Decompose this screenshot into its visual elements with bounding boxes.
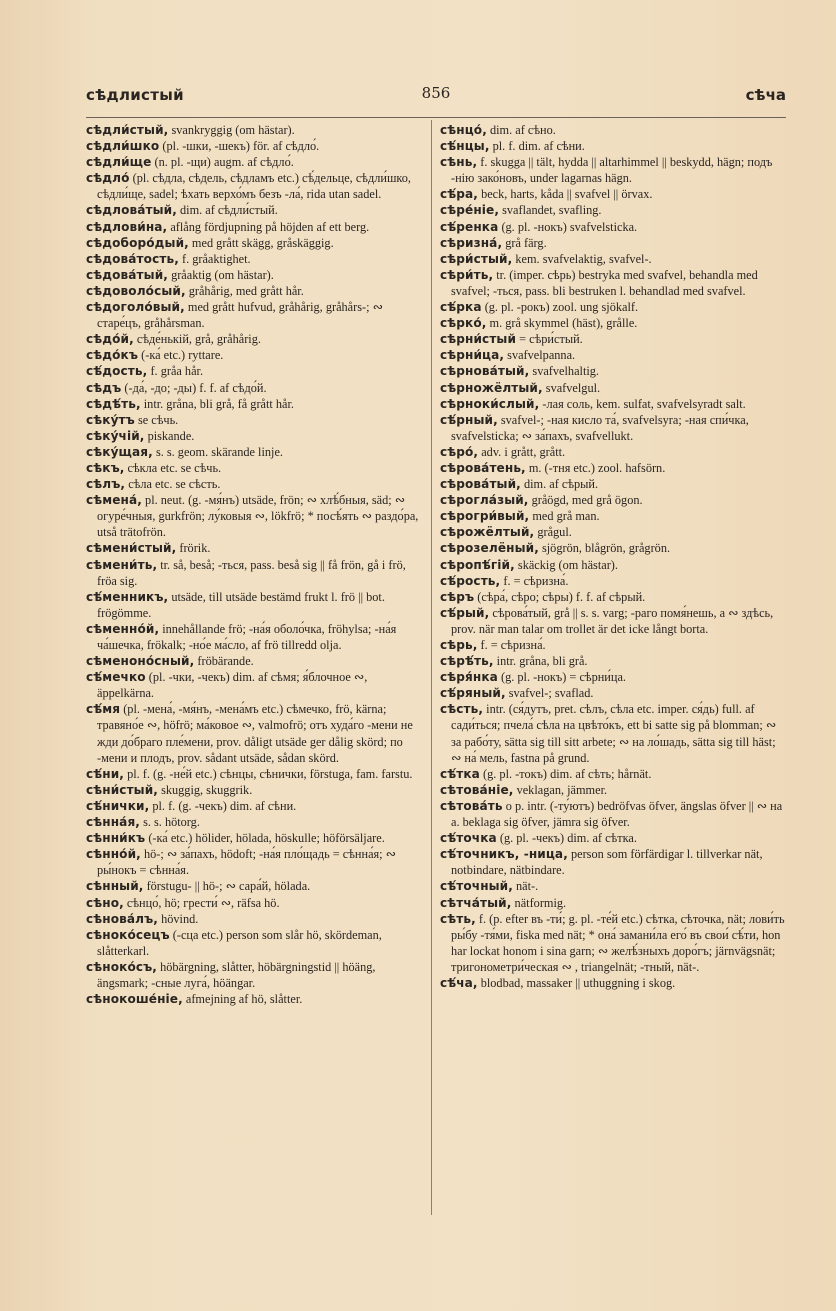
entry-definition: о p. intr. (-ту́ютъ) bedröfvas öfver, ängslas öfver || ∾ на a. beklaga sig öfver, jämra sig öfver. [451, 798, 783, 830]
entry-headword: сѣдли́ще [86, 155, 152, 170]
dictionary-entry [440, 186, 786, 202]
page-number: 856 [421, 84, 451, 102]
entry-definition: f. skugga || tält, hydda || altarhimmel || beskydd, hägn; подъ -нію зако́новъ, under lagarnas hägn. [451, 155, 773, 186]
dictionary-entry [86, 219, 424, 235]
dictionary-entry [440, 235, 786, 251]
dictionary-entry [86, 589, 424, 621]
entry-definition: svankryggig (om hästar). [171, 123, 295, 137]
dictionary-entry [86, 830, 424, 846]
entry-headword: сѣ́точка [440, 831, 497, 846]
entry-definition: nätformig. [514, 895, 567, 910]
dictionary-entry [440, 766, 786, 782]
entry-headword: сѣръ [440, 589, 475, 604]
dictionary-entry [440, 299, 786, 315]
entry-headword: сѣ́тка [440, 766, 480, 781]
entry-definition: svafvelgul. [545, 380, 601, 395]
dictionary-entry [440, 911, 786, 975]
entry-headword: сѣ́точный, [440, 879, 513, 894]
entry-definition: kem. svafvelaktig, svafvel-. [515, 251, 652, 266]
entry-definition: (g. pl. -чекъ) dim. af сѣтка. [499, 831, 637, 846]
dictionary-entry [440, 347, 786, 363]
entry-definition: (g. pl. -рокъ) zool. ung sjökalf. [484, 300, 639, 315]
entry-definition: сѣде́нькій, grå, gråhårig. [136, 332, 261, 347]
entry-headword: сѣрни́стый [440, 332, 517, 347]
entry-headword: сѣрнова́тый, [440, 364, 530, 379]
entry-headword: сѣсть, [440, 702, 484, 717]
entry-headword: сѣноко́съ, [86, 959, 157, 974]
entry-headword: сѣрогри́вый, [440, 509, 530, 524]
entry-headword: сѣрноки́слый, [440, 396, 540, 411]
entry-headword: сѣрова́тый, [440, 477, 521, 492]
entry-definition: s. s. hötorg. [143, 815, 200, 830]
entry-headword: сѣ́менникъ, [86, 589, 169, 604]
entry-definition: сѣла etc. se сѣсть. [128, 477, 221, 492]
entry-headword: сѣропѣ́гій, [440, 557, 515, 572]
entry-headword: сѣнна́я, [86, 815, 140, 830]
dictionary-entry [86, 701, 424, 765]
dictionary-entry [440, 380, 786, 396]
entry-definition: (-ка́ etc.) hölider, hölada, höskulle; höförsäljare. [148, 831, 385, 846]
entry-headword: сѣря́нка [440, 670, 498, 685]
entry-definition: (g. pl. -нокъ) = сѣрни́ца. [501, 670, 626, 685]
entry-definition: (pl. -шки, -шекъ) för. af сѣдло́. [162, 139, 320, 154]
entry-definition: hövind. [161, 911, 199, 926]
dictionary-entry [440, 782, 786, 798]
entry-definition: f. gråaktighet. [181, 251, 251, 266]
entry-definition: afmejning af hö, slåtter. [185, 992, 303, 1007]
dictionary-entry [86, 782, 424, 798]
dictionary-entry [86, 251, 424, 267]
entry-headword: сѣмена́, [86, 493, 142, 508]
dictionary-entry [440, 557, 786, 573]
entry-headword: сѣнова́лъ, [86, 911, 158, 926]
dictionary-entry [86, 347, 424, 363]
entry-headword: сѣнокоше́ніе, [86, 992, 183, 1007]
dictionary-entry [86, 895, 424, 911]
dictionary-entry [440, 895, 786, 911]
dictionary-entry [86, 412, 424, 428]
entry-headword: сѣ́ра, [440, 187, 478, 202]
entry-headword: сѣнцо́, [440, 123, 487, 137]
entry-definition: f. = сѣризна́. [503, 573, 569, 588]
entry-definition: svafvel-; -ная кисло та́, svafvelsyra; -ная спи́чка, svafvelsticka; ∾ за́пахъ, svafvellukt. [451, 412, 749, 443]
dictionary-entry [440, 878, 786, 894]
entry-headword: сѣмени́ть, [86, 557, 158, 572]
entry-definition: svaflandet, svafling. [502, 203, 602, 218]
entry-definition: = сѣри́стый. [519, 332, 583, 347]
dictionary-entry [86, 669, 424, 701]
dictionary-entry [440, 669, 786, 685]
entry-definition: adv. i grått, grått. [481, 444, 566, 459]
dictionary-entry [440, 492, 786, 508]
entry-definition: grå färg. [505, 235, 547, 250]
entry-definition: med grått hufvud, gråhårig, gråhårs-; ∾ старе́цъ, gråhårsman. [97, 300, 383, 331]
entry-headword: сѣри́стый, [440, 251, 513, 266]
entry-headword: сѣноко́сецъ [86, 927, 170, 942]
dictionary-entry [86, 991, 424, 1007]
entry-headword: сѣ́рый, [440, 605, 490, 620]
dictionary-entry [440, 138, 786, 154]
dictionary-entry [86, 540, 424, 556]
dictionary-entry [440, 363, 786, 379]
dictionary-entry [86, 299, 424, 331]
entry-definition: piskande. [147, 428, 195, 443]
entry-headword: сѣ́мечко [86, 670, 146, 685]
entry-headword: сѣть, [440, 911, 476, 926]
dictionary-entry [440, 476, 786, 492]
dictionary-entry [86, 138, 424, 154]
entry-headword: сѣ́нцы, [440, 139, 490, 154]
entry-definition: aflång fördjupning på höjden af ett berg. [170, 219, 370, 234]
entry-headword: сѣку́щая, [86, 444, 153, 459]
dictionary-entry [440, 798, 786, 830]
entry-headword: сѣ́ни, [86, 766, 124, 781]
entry-headword: сѣ́рка [440, 300, 482, 315]
entry-definition: med grått skägg, gråskäggig. [191, 235, 334, 250]
entry-definition: (-да́, -до; -ды) f. f. af сѣдо́й. [124, 380, 267, 395]
entry-headword: сѣнный, [86, 879, 144, 894]
dictionary-entry [440, 605, 786, 637]
dictionary-entry [440, 540, 786, 556]
entry-headword: сѣрожёлтый, [440, 525, 535, 540]
dictionary-entry [440, 975, 786, 991]
dictionary-entry [440, 524, 786, 540]
entry-headword: сѣ́точникъ, -ница, [440, 847, 568, 862]
dictionary-entry [86, 911, 424, 927]
entry-definition: innehållande frö; -на́я оболо́чка, fröhylsa; -на́я ча́шечка, frökalk; -но́е ма́сло, af frö tillredd olja. [97, 621, 397, 652]
entry-headword: сѣтова́ніе, [440, 782, 514, 797]
entry-definition: (pl. -мена́, -мя́нъ, -мена́мъ etc.) сѣмечко, frö, kärna; травяно́е ∾, höfrö; ма́ковое ∾, valmofrö; отъ худа́го -мени не жди до́браго пле́мени, prov. dåligt utsäde ger dålig skörd; по -мени и плодъ, prov. sådant utsäde, sådan skörd. [97, 702, 413, 765]
entry-definition: intr. gråna, bli grå. [496, 654, 588, 669]
dictionary-entry [86, 460, 424, 476]
page-header [86, 84, 786, 112]
entry-headword: сѣнно́й, [86, 847, 141, 862]
entry-headword: сѣменоно́сный, [86, 654, 195, 669]
entry-headword: сѣ́ча, [440, 975, 478, 990]
entry-definition: sjögrön, blågrön, grågrön. [541, 541, 671, 556]
entry-headword: сѣризна́, [440, 235, 503, 250]
entry-definition: dim. af сѣрый. [523, 477, 599, 492]
entry-definition: (g. pl. -токъ) dim. af сѣть; hårnät. [483, 766, 652, 781]
dictionary-entry [86, 154, 424, 170]
entry-headword: сѣри́ть, [440, 267, 494, 282]
dictionary-entry [86, 396, 424, 412]
dictionary-entry [440, 830, 786, 846]
entry-headword: сѣ́дость, [86, 364, 148, 379]
entry-definition: gråögd, med grå ögon. [531, 493, 643, 508]
header-rule [86, 117, 786, 118]
entry-definition: m. grå skymmel (häst), grålle. [489, 316, 638, 331]
entry-headword: сѣдоголо́вый, [86, 300, 185, 315]
entry-definition: svafvelhaltig. [532, 364, 599, 379]
entry-definition: veklagan, jämmer. [516, 782, 608, 797]
entry-headword: сѣ́мя [86, 702, 121, 717]
entry-headword: сѣдо́й, [86, 332, 134, 347]
entry-headword: сѣрни́ца, [440, 348, 505, 363]
entry-definition: f. = сѣризна́. [480, 638, 546, 652]
entry-headword: сѣдо́къ [86, 348, 139, 363]
right-column [440, 122, 786, 991]
dictionary-entry [440, 846, 786, 878]
dictionary-entry [86, 380, 424, 396]
entry-definition: svafvel-; svaflad. [508, 686, 594, 701]
dictionary-entry [440, 267, 786, 299]
entry-definition: förstugu- || hö-; ∾ сара́й, hölada. [146, 879, 311, 894]
header-right-guideword: сѣча [745, 86, 786, 104]
entry-headword: сѣрножёлтый, [440, 380, 543, 395]
entry-definition: (-сца etc.) person som slår hö, skördeman, slåtterkarl. [97, 927, 382, 958]
entry-definition: med grå man. [532, 509, 600, 524]
dictionary-entry [86, 653, 424, 669]
entry-headword: сѣдли́стый, [86, 123, 169, 137]
entry-headword: сѣрогла́зый, [440, 493, 529, 508]
entry-headword: сѣнни́къ [86, 831, 146, 846]
entry-definition: nät-. [516, 879, 539, 894]
entry-definition: gråhårig, med grått hår. [188, 283, 304, 298]
entry-headword: сѣдова́тость, [86, 251, 179, 266]
dictionary-entry [440, 251, 786, 267]
entry-headword: сѣдоволо́сый, [86, 283, 186, 298]
dictionary-entry [440, 122, 786, 138]
dictionary-entry [86, 878, 424, 894]
entry-definition: (pl. -чки, -чекъ) dim. af сѣмя; я́блочное ∾, äppelkärna. [97, 670, 368, 701]
dictionary-entry [440, 202, 786, 218]
dictionary-entry [86, 557, 424, 589]
entry-definition: pl. neut. (g. -мя́нъ) utsäde, frön; ∾ хлѣ́бныя, säd; ∾ огуре́чныя, gurkfrön; лу́ковыя ∾, lökfrö; * посѣ́ять ∾ раздо́ра, utså trätofrön. [97, 493, 419, 540]
entry-definition: pl. f. (g. -чекъ) dim. af сѣни. [152, 798, 297, 813]
entry-definition: pl. f. (g. -не́й etc.) сѣнцы, сѣнички, förstuga, fam. farstu. [127, 766, 413, 781]
column-divider [431, 120, 432, 1215]
entry-headword: сѣдли́шко [86, 139, 160, 154]
dictionary-entry [86, 363, 424, 379]
entry-definition: svafvelpanna. [507, 348, 576, 363]
entry-headword: сѣкъ, [86, 460, 125, 475]
entry-definition: skuggig, skuggrik. [161, 782, 253, 797]
entry-definition: (g. pl. -нокъ) svafvelsticka. [501, 219, 638, 234]
entry-definition: tr. så, beså; -ться, pass. beså sig || få frön, gå i frö, fröa sig. [97, 557, 406, 588]
dictionary-entry [440, 315, 786, 331]
dictionary-entry [86, 846, 424, 878]
dictionary-entry [440, 154, 786, 186]
entry-headword: сѣлъ, [86, 477, 126, 492]
dictionary-entry [440, 331, 786, 347]
entry-definition: (-ка́ etc.) ryttare. [141, 348, 224, 363]
dictionary-entry [440, 637, 786, 653]
dictionary-entry [86, 476, 424, 492]
entry-headword: сѣ́нички, [86, 798, 150, 813]
dictionary-entry [86, 798, 424, 814]
entry-definition: s. s. geom. skärande linje. [155, 444, 283, 459]
entry-definition: (pl. сѣдла, сѣдель, сѣдламъ etc.) сѣ́дельце, сѣдли́шко, сѣдли́ще, sadel; ѣхать верхо́мъ безъ -ла́, rida utan sadel. [97, 171, 411, 202]
dictionary-entry [86, 202, 424, 218]
entry-definition: grågul. [537, 525, 572, 540]
entry-headword: сѣменно́й, [86, 621, 160, 636]
dictionary-entry [86, 267, 424, 283]
entry-definition: pl. f. dim. af сѣни. [492, 139, 585, 154]
entry-headword: сѣнь, [440, 155, 478, 170]
entry-definition: hö-; ∾ за́пахъ, hödoft; -на́я пло́щадь = сѣнна́я; ∾ ры́нокъ = сѣнна́я. [97, 847, 396, 878]
entry-definition: dim. af сѣно. [489, 123, 556, 137]
entry-definition: intr. gråna, bli grå, få grått hår. [143, 396, 295, 411]
entry-definition: (сѣра́, сѣро; сѣры) f. f. af сѣрый. [477, 589, 646, 604]
entry-headword: сѣдлова́тый, [86, 203, 177, 218]
dictionary-entry [86, 170, 424, 202]
dictionary-entry [86, 814, 424, 830]
dictionary-entry [440, 412, 786, 444]
dictionary-entry [440, 701, 786, 765]
entry-definition: сѣнцо́, hö; грести́ ∾, räfsa hö. [126, 895, 280, 910]
entry-headword: сѣмени́стый, [86, 541, 177, 556]
dictionary-entry [440, 508, 786, 524]
entry-headword: сѣно, [86, 895, 124, 910]
dictionary-entry [86, 444, 424, 460]
entry-definition: сѣрова́тый, grå || s. s. varg; -раго помя́нешь, а ∾ здѣсь, prov. när man talar om trollet är det icke långt borta. [451, 605, 774, 636]
dictionary-entry [440, 589, 786, 605]
header-left-guideword: сѣдлистый [86, 86, 184, 104]
entry-definition: utsäde, till utsäde bestämd frukt l. frö || bot. frögömme. [97, 589, 385, 620]
dictionary-entry [440, 685, 786, 701]
dictionary-entry [440, 573, 786, 589]
entry-definition: fröbärande. [197, 654, 254, 669]
dictionary-entry [440, 444, 786, 460]
entry-headword: сѣрко́, [440, 316, 487, 331]
entry-definition: intr. (ся́дутъ, pret. сѣлъ, сѣла etc. imper. ся́дь) full. af сади́ться; пчела́ сѣла на цвѣто́къ, ett bi satte sig på blomman; ∾ за рабо́ту, sätta sig till sitt arbete; ∾ на ло́шадь, sätta sig till häst; ∾ на́ мель, fastna på grund. [451, 702, 777, 765]
entry-headword: сѣни́стый, [86, 782, 158, 797]
entry-headword: сѣку́чій, [86, 428, 145, 443]
entry-headword: сѣдъ [86, 380, 122, 395]
entry-definition: f. gråa hår. [150, 364, 204, 379]
entry-headword: сѣдоборо́дый, [86, 235, 189, 250]
dictionary-entry [86, 283, 424, 299]
dictionary-entry [86, 235, 424, 251]
dictionary-entry [86, 766, 424, 782]
entry-headword: сѣро́, [440, 444, 479, 459]
entry-headword: сѣрь, [440, 638, 478, 652]
dictionary-entry [440, 653, 786, 669]
entry-headword: сѣдло́ [86, 171, 130, 186]
entry-definition: blodbad, massaker || uthuggning i skog. [480, 975, 676, 990]
entry-headword: сѣре́ніе, [440, 203, 500, 218]
entry-headword: сѣ́ряный, [440, 686, 506, 701]
dictionary-entry [86, 122, 424, 138]
entry-headword: сѣрова́тень, [440, 460, 526, 475]
entry-headword: сѣрѣ́ть, [440, 654, 494, 669]
entry-definition: (n. pl. -щи) augm. af сѣдло́. [154, 155, 294, 170]
entry-definition: сѣкла etc. se сѣчь. [127, 460, 222, 475]
entry-definition: -лая соль, kem. sulfat, svafvelsyradt salt. [542, 396, 746, 411]
dictionary-entry [86, 492, 424, 540]
dictionary-entry [440, 219, 786, 235]
entry-headword: сѣрозелёный, [440, 541, 539, 556]
entry-definition: beck, harts, kåda || svafvel || örvax. [481, 187, 653, 202]
entry-headword: сѣ́рость, [440, 573, 501, 588]
dictionary-entry [86, 959, 424, 991]
entry-definition: f. (p. efter въ -ти́; g. pl. -те́й etc.) сѣтка, сѣточка, nät; лови́ть ры́бу -тя́ми, fiska med nät; * она́ замани́ла его́ въ свои́ сѣ́ти, hon har lockat honom i sina garn; ∾ желѣ́зныхъ доро́гъ; järnvägsnät; тригонометри́ческая ∾ , triangelnät; -тный, nät-. [451, 911, 785, 974]
entry-definition: person som förfärdigar l. tillverkar nät, notbindare, nätbindare. [451, 847, 763, 878]
dictionary-entry [86, 428, 424, 444]
left-column [86, 122, 424, 1007]
dictionary-entry [86, 331, 424, 347]
entry-headword: сѣдѣ́ть, [86, 396, 141, 411]
entry-definition: frörik. [179, 541, 211, 556]
entry-headword: сѣдлови́на, [86, 219, 168, 234]
entry-definition: dim. af сѣдли́стый. [180, 203, 278, 218]
dictionary-entry [440, 460, 786, 476]
entry-headword: сѣтча́тый, [440, 895, 512, 910]
dictionary-entry [440, 396, 786, 412]
entry-definition: m. (-тня etc.) zool. hafsörn. [528, 460, 666, 475]
entry-headword: сѣ́рный, [440, 412, 498, 427]
entry-definition: skäckig (om hästar). [517, 557, 618, 572]
dictionary-entry [86, 927, 424, 959]
entry-definition: gråaktig (om hästar). [171, 267, 274, 282]
entry-headword: сѣтова́ть [440, 798, 503, 813]
dictionary-entry [86, 621, 424, 653]
entry-headword: сѣдова́тый, [86, 267, 168, 282]
entry-definition: höbärgning, slåtter, höbärgningstid || höäng, ängsmark; -сные луга́, höängar. [97, 959, 376, 990]
entry-definition: tr. (imper. сѣрь) bestryka med svafvel, behandla med svafvel; -ться, pass. bli bestruken l. behandlad med svafvel. [451, 267, 758, 298]
entry-headword: сѣку́тъ [86, 412, 135, 427]
entry-headword: сѣ́ренка [440, 219, 499, 234]
entry-definition: se сѣчь. [137, 412, 179, 427]
